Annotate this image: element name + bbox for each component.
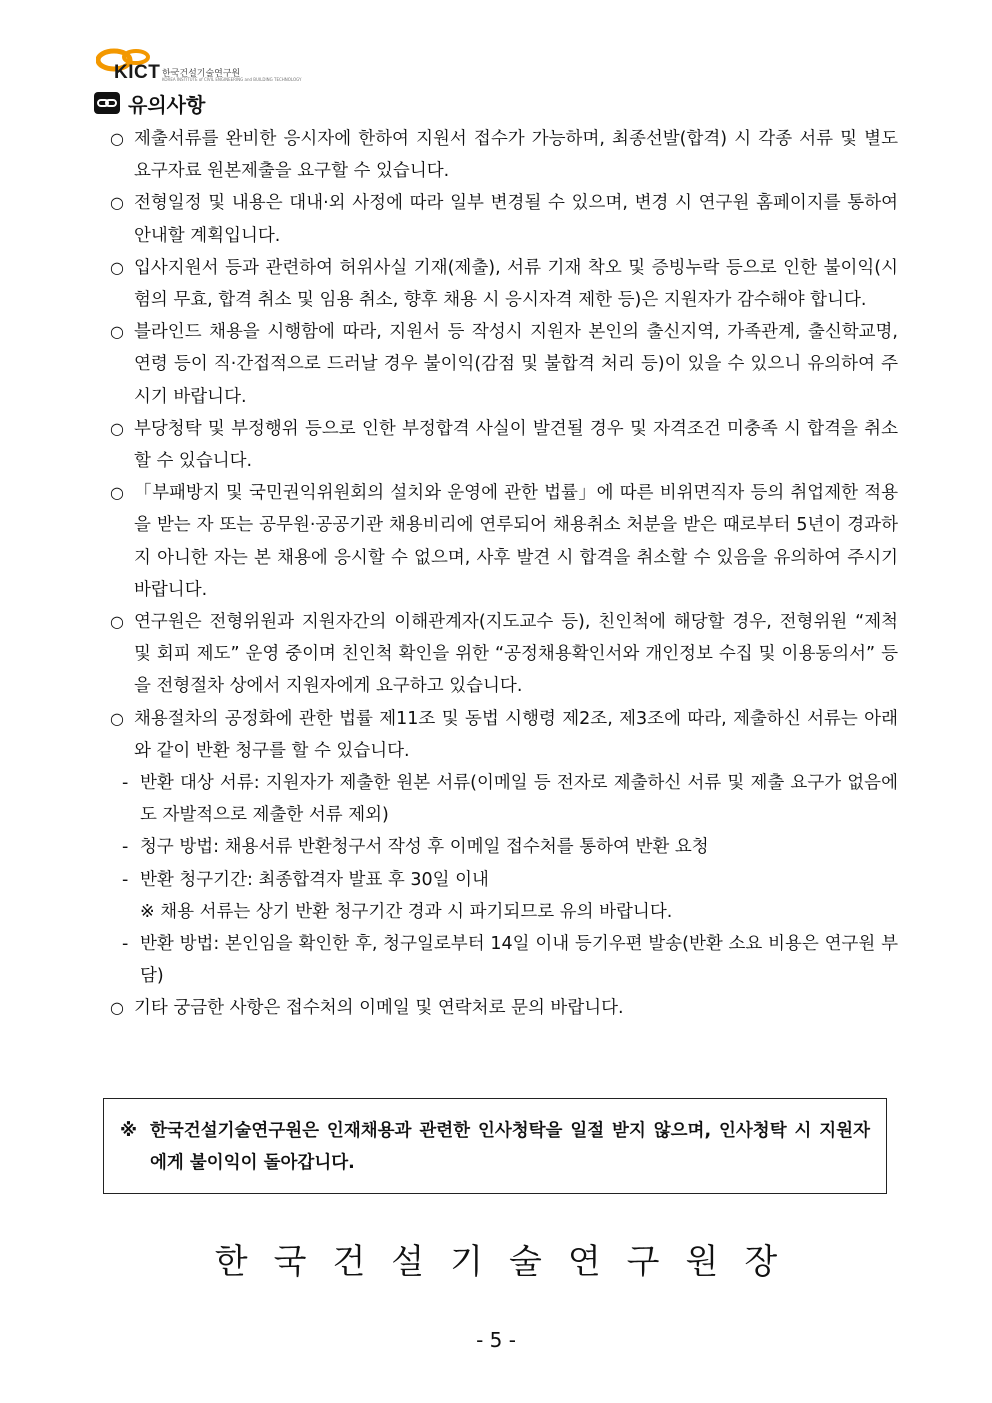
list-item: ○ 전형일정 및 내용은 대내·외 사정에 따라 일부 변경될 수 있으며, 변경 시 연구원 홈페이지를 통하여 안내할 계획입니다. [110,193,898,246]
return-detail-item: - 반환 대상 서류: 지원자가 제출한 원본 서류(이메일 등 전자로 제출하신 서류 및 제출 요구가 없음에도 자발적으로 제출한 서류 제외) [122,773,898,826]
return-detail-item: - 반환 방법: 본인임을 확인한 후, 청구일로부터 14일 이내 등기우편 발송(반환 소요 비용은 연구원 부담) [122,934,898,987]
list-item: ○ 제출서류를 완비한 응시자에 한하여 지원서 접수가 가능하며, 최종선발(합격) 시 각종 서류 및 별도 요구자료 원본제출을 요구할 수 있습니다. [110,129,898,182]
list-item: ○ 「부패방지 및 국민권익위원회의 설치와 운영에 관한 법률」에 따른 비위면직자 등의 취업제한 적용을 받는 자 또는 공무원·공공기관 채용비리에 연루되어 채용취소 처분을 받은 때로부터 5년이 경과하지 아니한 자는 본 채용에 응시할 수 없으며, 사후 발견 시 합격을 취소할 수 있음을 유의하여 주시기 바랍니다. [110,483,898,600]
section-heading [94,88,205,118]
section-title: 유의사항 [128,92,206,117]
notice-box [103,1098,887,1194]
logo-tagline: KOREA INSTITUTE of CIVIL ENGINEERING and BUILDING TECHNOLOGY [162,77,302,82]
list-item: ○ 부당청탁 및 부정행위 등으로 인한 부정합격 사실이 발견될 경우 및 자격조건 미충족 시 합격을 취소할 수 있습니다. [110,418,898,472]
list-item: ○ 채용절차의 공정화에 관한 법률 제11조 및 동법 시행령 제2조, 제3조에 따라, 제출하신 서류는 아래와 같이 반환 청구를 할 수 있습니다. [110,708,898,761]
notice-body: 한국건설기술연구원은 인재채용과 관련한 인사청탁을 일절 받지 않으며, 인사청탁 시 지원자에게 불이익이 돌아갑니다. [150,1121,870,1173]
list-item: ○ 기타 궁금한 사항은 접수처의 이메일 및 연락처로 문의 바랍니다. [110,998,624,1019]
page-number: - 5 - [476,1328,516,1352]
list-item: ○ 입사지원서 등과 관련하여 허위사실 기재(제출), 서류 기재 착오 및 증빙누락 등으로 인한 불이익(시험의 무효, 합격 취소 및 임용 취소, 향후 채용 시 응시자격 제한 등)은 지원자가 감수해야 합니다. [110,257,898,311]
list-item: ○ 연구원은 전형위원과 지원자간의 이해관계자(지도교수 등), 친인척에 해당할 경우, 전형위원 “제척 및 회피 제도” 운영 중이며 친인척 확인을 위한 “공정채용확인서와 개인정보 수집 및 이용동의서” 등을 전형절차 상에서 지원자에게 요구하고 있습니다. [110,612,898,697]
logo-text: KICT [114,62,161,83]
logo-subtitle: 한국건설기술연구원 [162,69,241,79]
return-note: ※ 채용 서류는 상기 반환 청구기간 경과 시 파기되므로 유의 바랍니다. [140,901,673,922]
kict-logo [96,44,302,84]
signature: 한국건설기술연구원장 [214,1242,804,1282]
notice-mark: ※ [120,1121,138,1141]
return-detail-item: - 반환 청구기간: 최종합격자 발표 후 30일 이내 [122,869,489,890]
return-detail-item: - 청구 방법: 채용서류 반환청구서 작성 후 이메일 접수처를 통하여 반환 요청 [122,837,709,858]
list-item: ○ 블라인드 채용을 시행함에 따라, 지원서 등 작성시 지원자 본인의 출신지역, 가족관계, 출신학교명, 연령 등이 직·간접적으로 드러날 경우 불이익(감점 및 불합격 처리 등)이 있을 수 있으니 유의하여 주시기 바랍니다. [110,322,898,407]
notice-list [104,123,898,1025]
notice-text [120,1115,870,1179]
link-chain-icon [94,92,120,114]
